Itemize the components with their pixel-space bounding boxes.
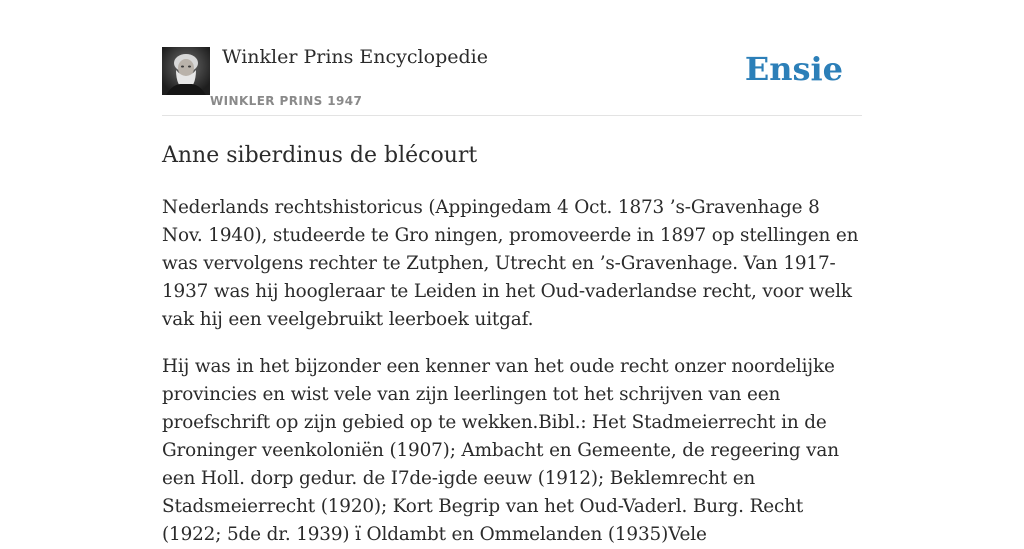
article-title: Anne siberdinus de blécourt (162, 143, 478, 168)
article-paragraph: Hij was in het bijzonder een kenner van het oude recht onzer noordelijke provincies en wist vele van zijn leerlingen tot het schrijven van een proefschrift op zijn gebied op te wekken.Bibl.: Het Stadmeierrecht in de Groninger veenkoloniën (1907); Ambacht en Gemeente, de regeering van een Holl. dorp gedur. de I7de-igde eeuw (1912); Beklemrecht en Stadsmeierrecht (1920); Kort Begrip van het Oud-Vaderl. Burg. Recht (1922; 5de dr. 1939) ï Oldambt en Ommelanden (1935)Vele (162, 356, 839, 545)
site-title[interactable]: Winkler Prins Encyclopedie (222, 46, 488, 68)
portrait-avatar-image (162, 47, 210, 95)
edition-label[interactable]: WINKLER PRINS 1947 (210, 94, 363, 108)
brand-logo[interactable]: Ensie (744, 50, 843, 88)
portrait-avatar-icon[interactable] (162, 47, 210, 95)
article-paragraph: Nederlands rechtshistoricus (Appingedam 4 Oct. 1873 ’s-Gravenhage 8 Nov. 1940), studeerde te Gro ningen, promoveerde in 1897 op stellingen en was vervolgens rechter te Zutphen, Utrecht en ’s-Gravenhage. Van 1917-1937 was hij hoogleraar te Leiden in het Oud-vaderlandse recht, voor welk vak hij een veelgebruikt leerboek uitgaf. (162, 197, 859, 330)
page (162, 0, 862, 545)
site-header (162, 0, 862, 116)
